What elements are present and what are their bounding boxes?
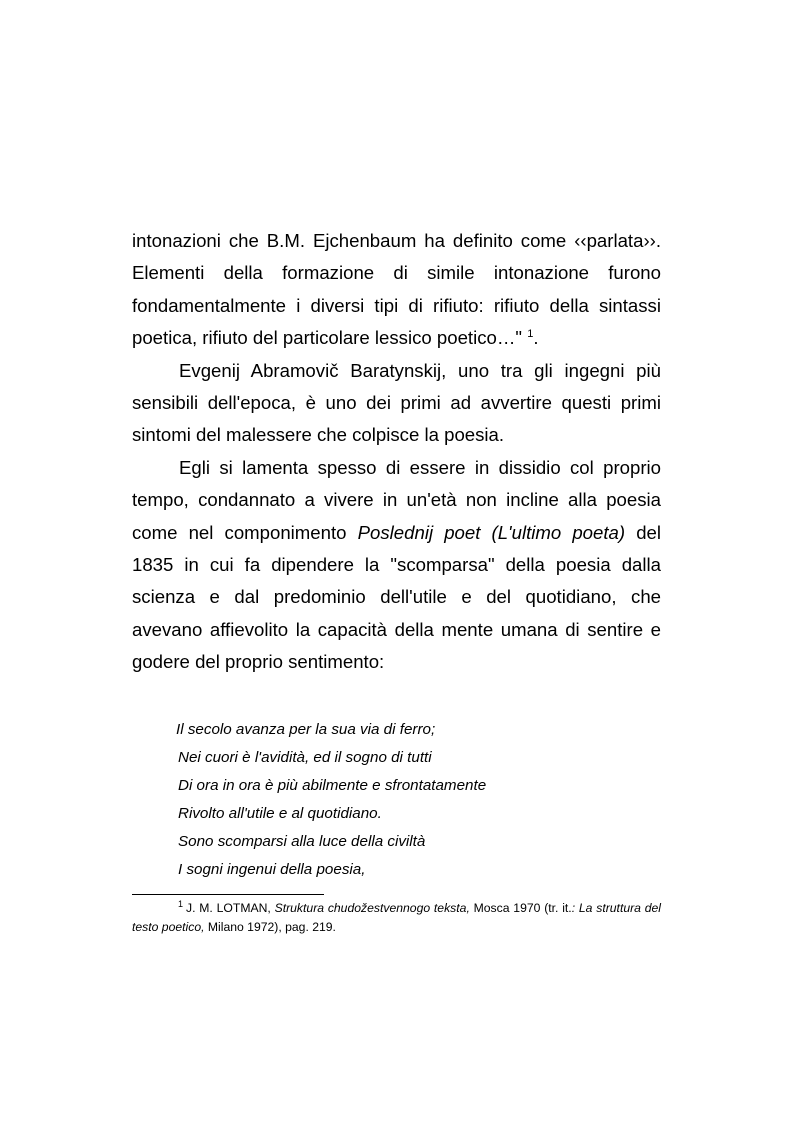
paragraph-3 bbox=[132, 452, 661, 679]
paragraph-3-text-before: Egli si lamenta spesso di essere in dissidio col proprio tempo, condannato a vivere in un'età non incline alla poesia come nel componimento bbox=[132, 456, 661, 543]
footnote bbox=[132, 899, 661, 937]
poem-line: Sono scomparsi alla luce della civiltà bbox=[178, 832, 426, 850]
main-text bbox=[132, 225, 661, 884]
paragraph-1 bbox=[132, 225, 661, 355]
footnote-author: J. M. LOTMAN, bbox=[186, 901, 275, 915]
poem-quote bbox=[178, 716, 661, 884]
poem-title: Poslednij poet (L'ultimo poeta) bbox=[357, 521, 626, 543]
paragraph-2 bbox=[132, 355, 661, 452]
poem-line: I sogni ingenui della poesia, bbox=[178, 860, 366, 878]
paragraph-1-text: intonazioni che B.M. Ejchenbaum ha definito come ‹‹parlata››. Elementi della formazione di simile intonazione furono fondamentalmente i diversi tipi di rifiuto: rifiuto della sintassi poetica, rifiuto del particolare lessico poetico…" bbox=[132, 230, 661, 349]
footnote-title: Struktura chudožestvennogo teksta, bbox=[274, 901, 470, 915]
paragraph-2-text: Evgenij Abramovič Baratynskij, uno tra gli ingegni più sensibili dell'epoca, è uno dei primi ad avvertire questi primi sintomi del malessere che colpisce la poesia. bbox=[132, 359, 661, 446]
poem-line: Il secolo avanza per la sua via di ferro; bbox=[176, 720, 436, 738]
footnote-colon: : bbox=[571, 901, 579, 915]
paragraph-1-end: . bbox=[533, 327, 539, 349]
poem-line: Rivolto all'utile e al quotidiano. bbox=[178, 804, 382, 822]
footnote-middle: Mosca 1970 (tr. it. bbox=[469, 901, 572, 915]
footnote-mark: 1 bbox=[178, 898, 184, 909]
poem-line: Di ora in ora è più abilmente e sfrontatamente bbox=[178, 776, 487, 794]
footnote-reference[interactable]: 1 bbox=[527, 328, 534, 341]
poem-line: Nei cuori è l'avidità, ed il sogno di tutti bbox=[178, 748, 432, 766]
paragraph-3-text-after: del 1835 in cui fa dipendere la "scomparsa" della poesia dalla scienza e dal predominio dell'utile e del quotidiano, che avevano affievolito la capacità della mente umana di sentire e godere del proprio sentimento: bbox=[132, 521, 662, 673]
footnote-end: Milano 1972), pag. 219. bbox=[204, 920, 336, 934]
footnote-translation-title: La struttura del testo poetico, bbox=[132, 901, 661, 934]
footnote-divider bbox=[132, 894, 324, 895]
